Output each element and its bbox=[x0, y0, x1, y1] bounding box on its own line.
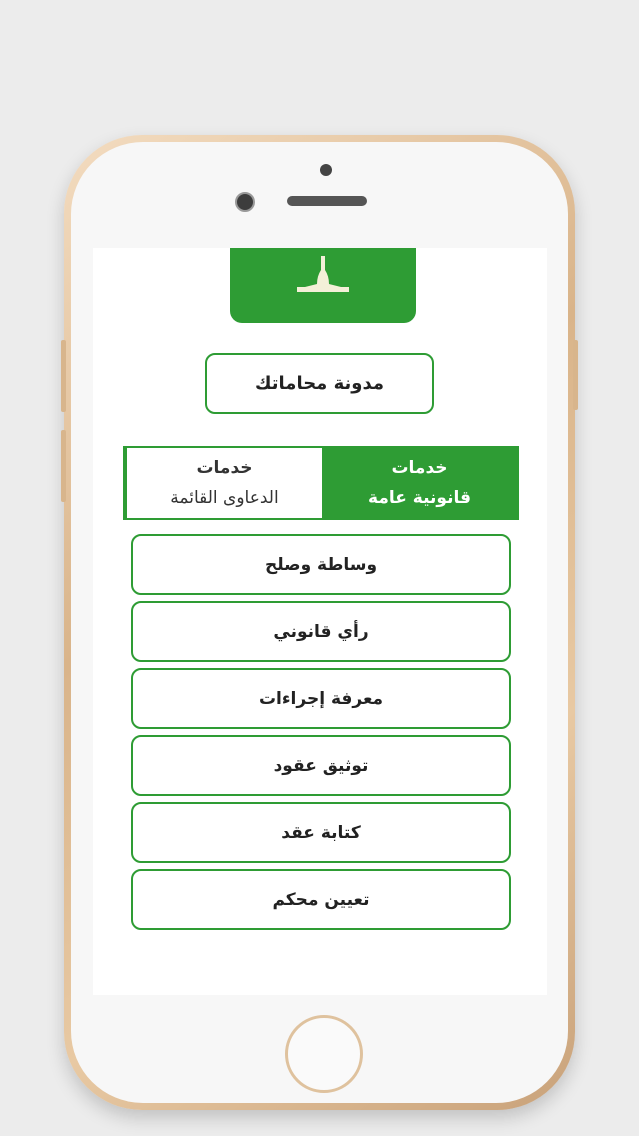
blog-button[interactable]: مدونة محاماتك bbox=[205, 353, 434, 414]
services-tabs bbox=[123, 446, 519, 520]
services-menu bbox=[131, 534, 511, 936]
earpiece-speaker bbox=[287, 196, 367, 206]
menu-item-arbitrator-appointment[interactable]: تعيين محكم bbox=[131, 869, 511, 930]
front-camera bbox=[235, 192, 255, 212]
menu-item-contract-notarization[interactable]: توثيق عقود bbox=[131, 735, 511, 796]
volume-up-button bbox=[61, 340, 66, 412]
tab-label-line2: قانونية عامة bbox=[368, 488, 471, 508]
menu-item-procedures[interactable]: معرفة إجراءات bbox=[131, 668, 511, 729]
tab-label-line1: خدمات bbox=[391, 458, 448, 478]
tab-label-line2: الدعاوى القائمة bbox=[170, 488, 279, 508]
power-button bbox=[573, 340, 578, 410]
volume-down-button bbox=[61, 430, 66, 502]
logo-banner bbox=[230, 248, 416, 323]
scales-icon bbox=[285, 254, 361, 296]
front-sensor bbox=[320, 164, 332, 176]
app-screen bbox=[93, 248, 547, 995]
menu-item-legal-opinion[interactable]: رأي قانوني bbox=[131, 601, 511, 662]
menu-item-mediation[interactable]: وساطة وصلح bbox=[131, 534, 511, 595]
tab-general-legal-services[interactable] bbox=[322, 448, 517, 518]
home-button[interactable] bbox=[285, 1015, 363, 1093]
tab-label-line1: خدمات bbox=[196, 458, 253, 478]
tab-existing-lawsuits-services[interactable] bbox=[125, 448, 322, 518]
menu-item-contract-writing[interactable]: كتابة عقد bbox=[131, 802, 511, 863]
